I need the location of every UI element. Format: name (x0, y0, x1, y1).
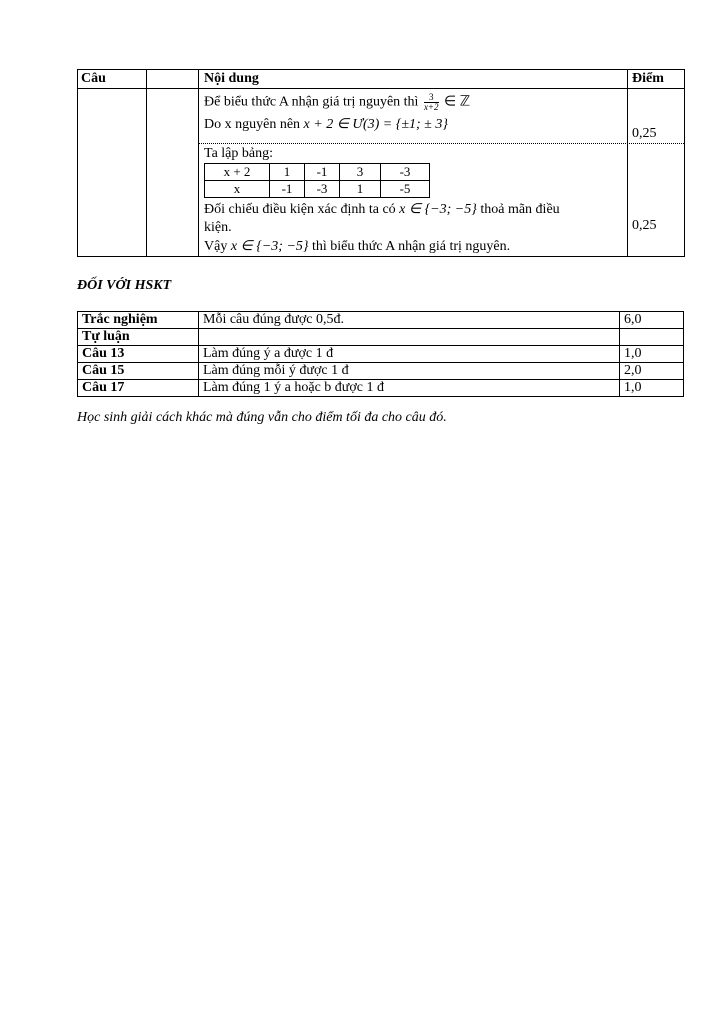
row-label: Tự luận (78, 329, 199, 346)
table-row (78, 363, 684, 380)
row2-line-c-math: x ∈ {−3; −5} (230, 239, 309, 254)
row2-intro: Ta lập bảng: (204, 146, 273, 161)
row2-line-b: kiện. (204, 220, 232, 235)
row-content: Mỗi câu đúng được 0,5đ. (199, 312, 620, 329)
row2-score: 0,25 (632, 218, 657, 233)
header-noi-dung: Nội dung (204, 71, 259, 86)
value-table-cell: -1 (270, 181, 305, 198)
row-score: 1,0 (620, 380, 684, 397)
row2-line-a-suffix: thoả mãn điều (480, 202, 560, 217)
value-table-cell: 1 (270, 164, 305, 181)
table-border-right (684, 69, 685, 257)
fraction-denominator: x+2 (423, 102, 439, 112)
table-border-bottom (77, 256, 684, 257)
value-table (204, 163, 430, 198)
row-content: Làm đúng 1 ý a hoặc b được 1 đ (199, 380, 620, 397)
footnote: Học sinh giải cách khác mà đúng vẫn cho điểm tối đa cho câu đó. (77, 410, 447, 425)
value-table-cell: -1 (305, 164, 340, 181)
table-border-top (77, 69, 684, 70)
hskt-table (77, 311, 684, 397)
table-row (78, 312, 684, 329)
table-row (78, 380, 684, 397)
row-content: Làm đúng mỗi ý được 1 đ (199, 363, 620, 380)
row2-line-a-math: x ∈ {−3; −5} (399, 202, 477, 217)
row-label: Câu 15 (78, 363, 199, 380)
fraction (424, 93, 439, 112)
value-table-cell: 3 (340, 164, 381, 181)
row-content: Làm đúng ý a được 1 đ (199, 346, 620, 363)
row-label: Trắc nghiệm (78, 312, 199, 329)
row2-line-a (204, 202, 560, 218)
fraction-numerator: 3 (424, 93, 439, 103)
row-score: 6,0 (620, 312, 684, 329)
row1-line1-prefix: Để biểu thức A nhận giá trị nguyên thì (204, 94, 419, 110)
row-label: Câu 13 (78, 346, 199, 363)
row1-line2-prefix: Do x nguyên nên (204, 117, 301, 132)
row1-line1-suffix: ∈ ℤ (444, 94, 471, 110)
row-score: 2,0 (620, 363, 684, 380)
table-row (78, 346, 684, 363)
row2-line-a-text: Đối chiếu điều kiện xác định ta có (204, 202, 396, 217)
row-score (620, 329, 684, 346)
row1-score: 0,25 (632, 126, 657, 141)
value-table-row (205, 164, 430, 181)
row1-line1 (204, 93, 470, 112)
table-row (78, 329, 684, 346)
row-score: 1,0 (620, 346, 684, 363)
row2-line-c (204, 239, 510, 255)
section-title: ĐỐI VỚI HSKT (77, 278, 172, 293)
value-table-row (205, 181, 430, 198)
row2-line-c-prefix: Vậy (204, 239, 228, 254)
row1-line2 (204, 117, 448, 133)
value-table-cell: -3 (305, 181, 340, 198)
row1-line2-math: x + 2 ∈ Ư(3) = {±1; ± 3} (303, 117, 448, 132)
table-header-rule (77, 88, 684, 89)
value-table-cell: -5 (381, 181, 430, 198)
value-table-cell: -3 (381, 164, 430, 181)
row2-line-c-suffix: thì biểu thức A nhận giá trị nguyên. (312, 239, 511, 254)
table-col-divider-2 (198, 69, 199, 257)
value-table-cell: 1 (340, 181, 381, 198)
header-cau: Câu (81, 71, 106, 86)
header-diem: Điểm (632, 71, 664, 86)
value-table-cell: x (205, 181, 270, 198)
table-col-divider-3 (627, 69, 628, 257)
table-row-separator (198, 143, 684, 144)
row-content (199, 329, 620, 346)
row-label: Câu 17 (78, 380, 199, 397)
table-border-left (77, 69, 78, 257)
table-col-divider-1 (146, 69, 147, 257)
value-table-cell: x + 2 (205, 164, 270, 181)
